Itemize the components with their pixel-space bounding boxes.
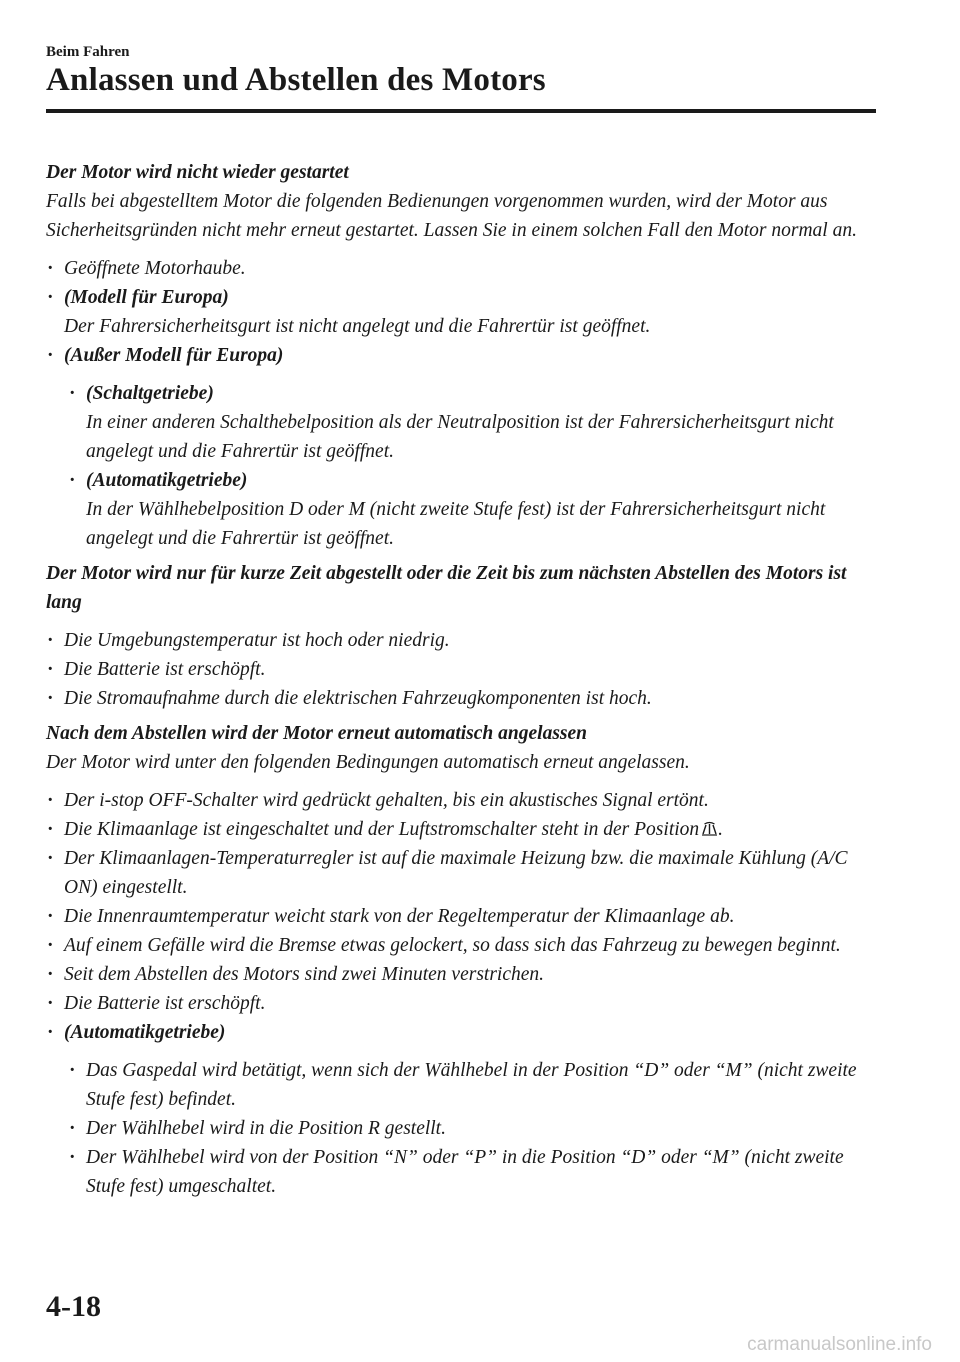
list-item: · (Automatikgetriebe) <box>46 1018 866 1047</box>
list-item: · Die Umgebungstemperatur ist hoch oder niedrig. <box>46 626 866 655</box>
section-intro: Der Motor wird unter den folgenden Bedingungen automatisch erneut angelassen. <box>46 752 690 773</box>
list-item <box>46 283 866 341</box>
list-item: · Der i-stop OFF-Schalter wird gedrückt gehalten, bis ein akustisches Signal ertönt. <box>46 786 866 815</box>
header-section-label: Beim Fahren <box>46 44 130 60</box>
list-item: · Die Stromaufnahme durch die elektrischen Fahrzeugkomponenten ist hoch. <box>46 684 866 713</box>
list-item: · Der Wählhebel wird in die Position R gestellt. <box>68 1114 866 1143</box>
header-rule <box>46 109 876 113</box>
sub-bullet-list <box>46 1056 866 1201</box>
bullet-list <box>46 626 866 713</box>
list-item: · Der Wählhebel wird von der Position “N” oder “P” in die Position “D” oder “M” (nicht zweite Stufe fest) umgeschaltet. <box>68 1143 866 1201</box>
list-item <box>68 379 866 466</box>
list-item: · Die Batterie ist erschöpft. <box>46 989 866 1018</box>
list-item-text: Die Klimaanlage ist eingeschaltet und der Luftstromschalter steht in der Position <box>64 819 700 840</box>
list-item: · Seit dem Abstellen des Motors sind zwei Minuten verstrichen. <box>46 960 866 989</box>
list-item: · (Außer Modell für Europa) <box>46 341 866 370</box>
list-item: · Der Klimaanlagen-Temperaturregler ist auf die maximale Heizung bzw. die maximale Kühlung (A/C ON) eingestellt. <box>46 844 866 902</box>
section-heading: Der Motor wird nur für kurze Zeit abgestellt oder die Zeit bis zum nächsten Abstellen des Motors ist lang <box>46 563 847 613</box>
list-item-detail: In der Wählhebelposition D oder M (nicht zweite Stufe fest) ist der Fahrersicherheitsgurt nicht angelegt und die Fahrertür ist geöffnet. <box>86 499 826 549</box>
transmission-label: (Automatikgetriebe) <box>86 470 248 491</box>
main-content <box>46 158 866 1207</box>
defroster-fan-icon <box>701 821 718 836</box>
list-item: · Die Innenraumtemperatur weicht stark von der Regeltemperatur der Klimaanlage ab. <box>46 902 866 931</box>
watermark: carmanualsonline.info <box>747 1334 932 1355</box>
section-short-stop <box>46 559 866 713</box>
page-number: 4-18 <box>46 1290 101 1323</box>
list-item-detail: In einer anderen Schalthebelposition als der Neutralposition ist der Fahrersicherheitsgurt nicht angelegt und die Fahrertür ist geöffnet. <box>86 412 834 462</box>
list-item-detail: Der Fahrersicherheitsgurt ist nicht angelegt und die Fahrertür ist geöffnet. <box>64 316 651 337</box>
section-heading: Nach dem Abstellen wird der Motor erneut automatisch angelassen <box>46 723 587 744</box>
sub-bullet-list <box>46 379 866 553</box>
model-label: (Modell für Europa) <box>64 287 229 308</box>
list-item-period: . <box>718 819 724 840</box>
section-auto-restart <box>46 719 866 1201</box>
transmission-label: (Schaltgetriebe) <box>86 383 214 404</box>
list-item: · Geöffnete Motorhaube. <box>46 254 866 283</box>
list-item: · Das Gaspedal wird betätigt, wenn sich der Wählhebel in der Position “D” oder “M” (nicht zweite Stufe fest) befindet. <box>68 1056 866 1114</box>
page-title: Anlassen und Abstellen des Motors <box>46 62 546 98</box>
section-heading: Der Motor wird nicht wieder gestartet <box>46 162 349 183</box>
section-restart-blocked <box>46 158 866 553</box>
bullet-list <box>46 254 866 370</box>
list-item: · Auf einem Gefälle wird die Bremse etwas gelockert, so dass sich das Fahrzeug zu bewegen beginnt. <box>46 931 866 960</box>
list-item <box>46 815 866 844</box>
bullet-list <box>46 786 866 1047</box>
list-item: · Die Batterie ist erschöpft. <box>46 655 866 684</box>
list-item <box>68 466 866 553</box>
section-intro: Falls bei abgestelltem Motor die folgenden Bedienungen vorgenommen wurden, wird der Motor aus Sicherheitsgründen nicht mehr erneut gestartet. Lassen Sie in einem solchen Fall den Motor normal an. <box>46 191 857 241</box>
